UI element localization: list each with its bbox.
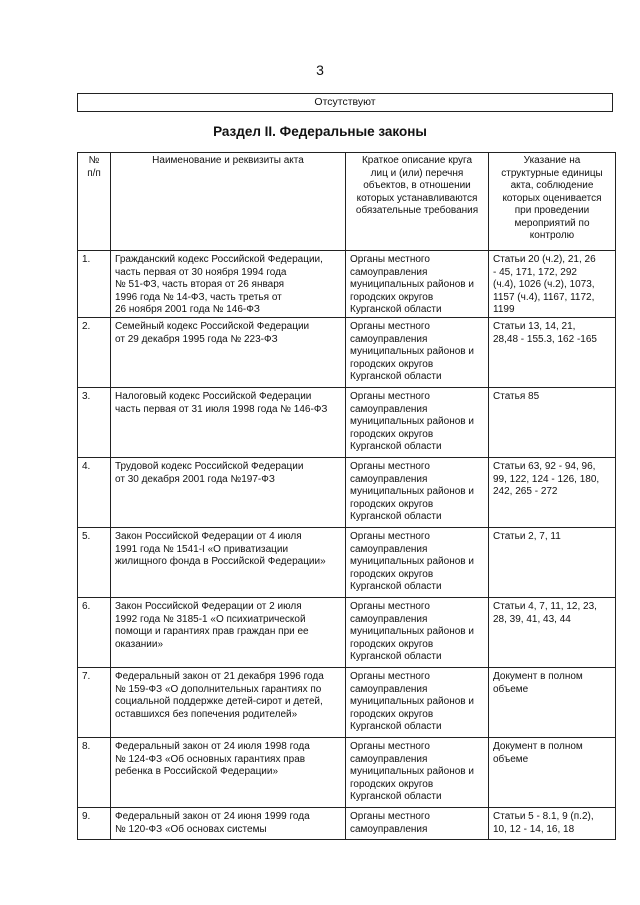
absent-note: Отсутствуют	[314, 96, 376, 108]
row-articles: Статьи 13, 14, 21, 28,48 - 155.3, 162 -165	[489, 318, 616, 388]
row-description: Органы местного самоуправления муниципальных районов и городских округов Курганской области	[346, 318, 489, 388]
row-name: Федеральный закон от 24 июня 1999 года № 120-ФЗ «Об основах системы	[111, 808, 346, 840]
table-row	[78, 528, 616, 598]
row-description: Органы местного самоуправления	[346, 808, 489, 840]
row-description: Органы местного самоуправления муниципальных районов и городских округов Курганской области	[346, 251, 489, 318]
row-num: 5.	[78, 528, 111, 598]
row-name: Гражданский кодекс Российской Федерации, часть первая от 30 ноября 1994 года № 51-ФЗ, часть вторая от 26 января 1996 года № 14-ФЗ, часть третья от 26 ноября 2001 года № 146-ФЗ	[111, 251, 346, 318]
absent-note-box	[77, 93, 613, 112]
section-title: Раздел II. Федеральные законы	[213, 124, 427, 139]
row-description: Органы местного самоуправления муниципальных районов и городских округов Курганской области	[346, 528, 489, 598]
row-description: Органы местного самоуправления муниципальных районов и городских округов Курганской области	[346, 598, 489, 668]
table-row	[78, 251, 616, 318]
row-description: Органы местного самоуправления муниципальных районов и городских округов Курганской области	[346, 738, 489, 808]
federal-laws-table	[77, 152, 616, 840]
row-articles: Статья 85	[489, 388, 616, 458]
row-articles: Статьи 4, 7, 11, 12, 23, 28, 39, 41, 43, 44	[489, 598, 616, 668]
row-articles: Статьи 20 (ч.2), 21, 26 - 45, 171, 172, 292 (ч.4), 1026 (ч.2), 1073, 1157 (ч.4), 1167, 1172, 1199	[489, 251, 616, 318]
row-num: 3.	[78, 388, 111, 458]
row-num: 1.	[78, 251, 111, 318]
row-description: Органы местного самоуправления муниципальных районов и городских округов Курганской области	[346, 668, 489, 738]
table-row	[78, 808, 616, 840]
row-articles: Статьи 63, 92 - 94, 96, 99, 122, 124 - 126, 180, 242, 265 - 272	[489, 458, 616, 528]
row-name: Закон Российской Федерации от 4 июля 1991 года № 1541-I «О приватизации жилищного фонда в Российской Федерации»	[111, 528, 346, 598]
table-row	[78, 668, 616, 738]
row-name: Закон Российской Федерации от 2 июля 1992 года № 3185-1 «О психиатрической помощи и гарантиях прав граждан при ее оказании»	[111, 598, 346, 668]
row-description: Органы местного самоуправления муниципальных районов и городских округов Курганской области	[346, 388, 489, 458]
row-articles: Документ в полном объеме	[489, 738, 616, 808]
row-description: Органы местного самоуправления муниципальных районов и городских округов Курганской области	[346, 458, 489, 528]
row-num: 2.	[78, 318, 111, 388]
row-num: 9.	[78, 808, 111, 840]
row-name: Трудовой кодекс Российской Федерации от 30 декабря 2001 года №197-ФЗ	[111, 458, 346, 528]
header-name: Наименование и реквизиты акта	[111, 153, 346, 251]
header-num: № п/п	[78, 153, 111, 251]
row-articles: Статьи 2, 7, 11	[489, 528, 616, 598]
header-articles: Указание на структурные единицы акта, соблюдение которых оценивается при проведении мероприятий по контролю	[489, 153, 616, 251]
row-name: Федеральный закон от 21 декабря 1996 года № 159-ФЗ «О дополнительных гарантиях по социальной поддержке детей-сирот и детей, оставшихся без попечения родителей»	[111, 668, 346, 738]
table-row	[78, 388, 616, 458]
row-name: Семейный кодекс Российской Федерации от 29 декабря 1995 года № 223-ФЗ	[111, 318, 346, 388]
page-number: 3	[316, 62, 324, 78]
header-description: Краткое описание круга лиц и (или) перечня объектов, в отношении которых устанавливаются обязательные требования	[346, 153, 489, 251]
row-articles: Документ в полном объеме	[489, 668, 616, 738]
table-row	[78, 318, 616, 388]
row-num: 7.	[78, 668, 111, 738]
row-name: Федеральный закон от 24 июля 1998 года № 124-ФЗ «Об основных гарантиях прав ребенка в Российской Федерации»	[111, 738, 346, 808]
table-row	[78, 458, 616, 528]
row-num: 6.	[78, 598, 111, 668]
table-row	[78, 738, 616, 808]
table-row	[78, 598, 616, 668]
row-name: Налоговый кодекс Российской Федерации часть первая от 31 июля 1998 года № 146-ФЗ	[111, 388, 346, 458]
row-num: 8.	[78, 738, 111, 808]
table-header-row	[78, 153, 616, 251]
row-num: 4.	[78, 458, 111, 528]
row-articles: Статьи 5 - 8.1, 9 (п.2), 10, 12 - 14, 16, 18	[489, 808, 616, 840]
